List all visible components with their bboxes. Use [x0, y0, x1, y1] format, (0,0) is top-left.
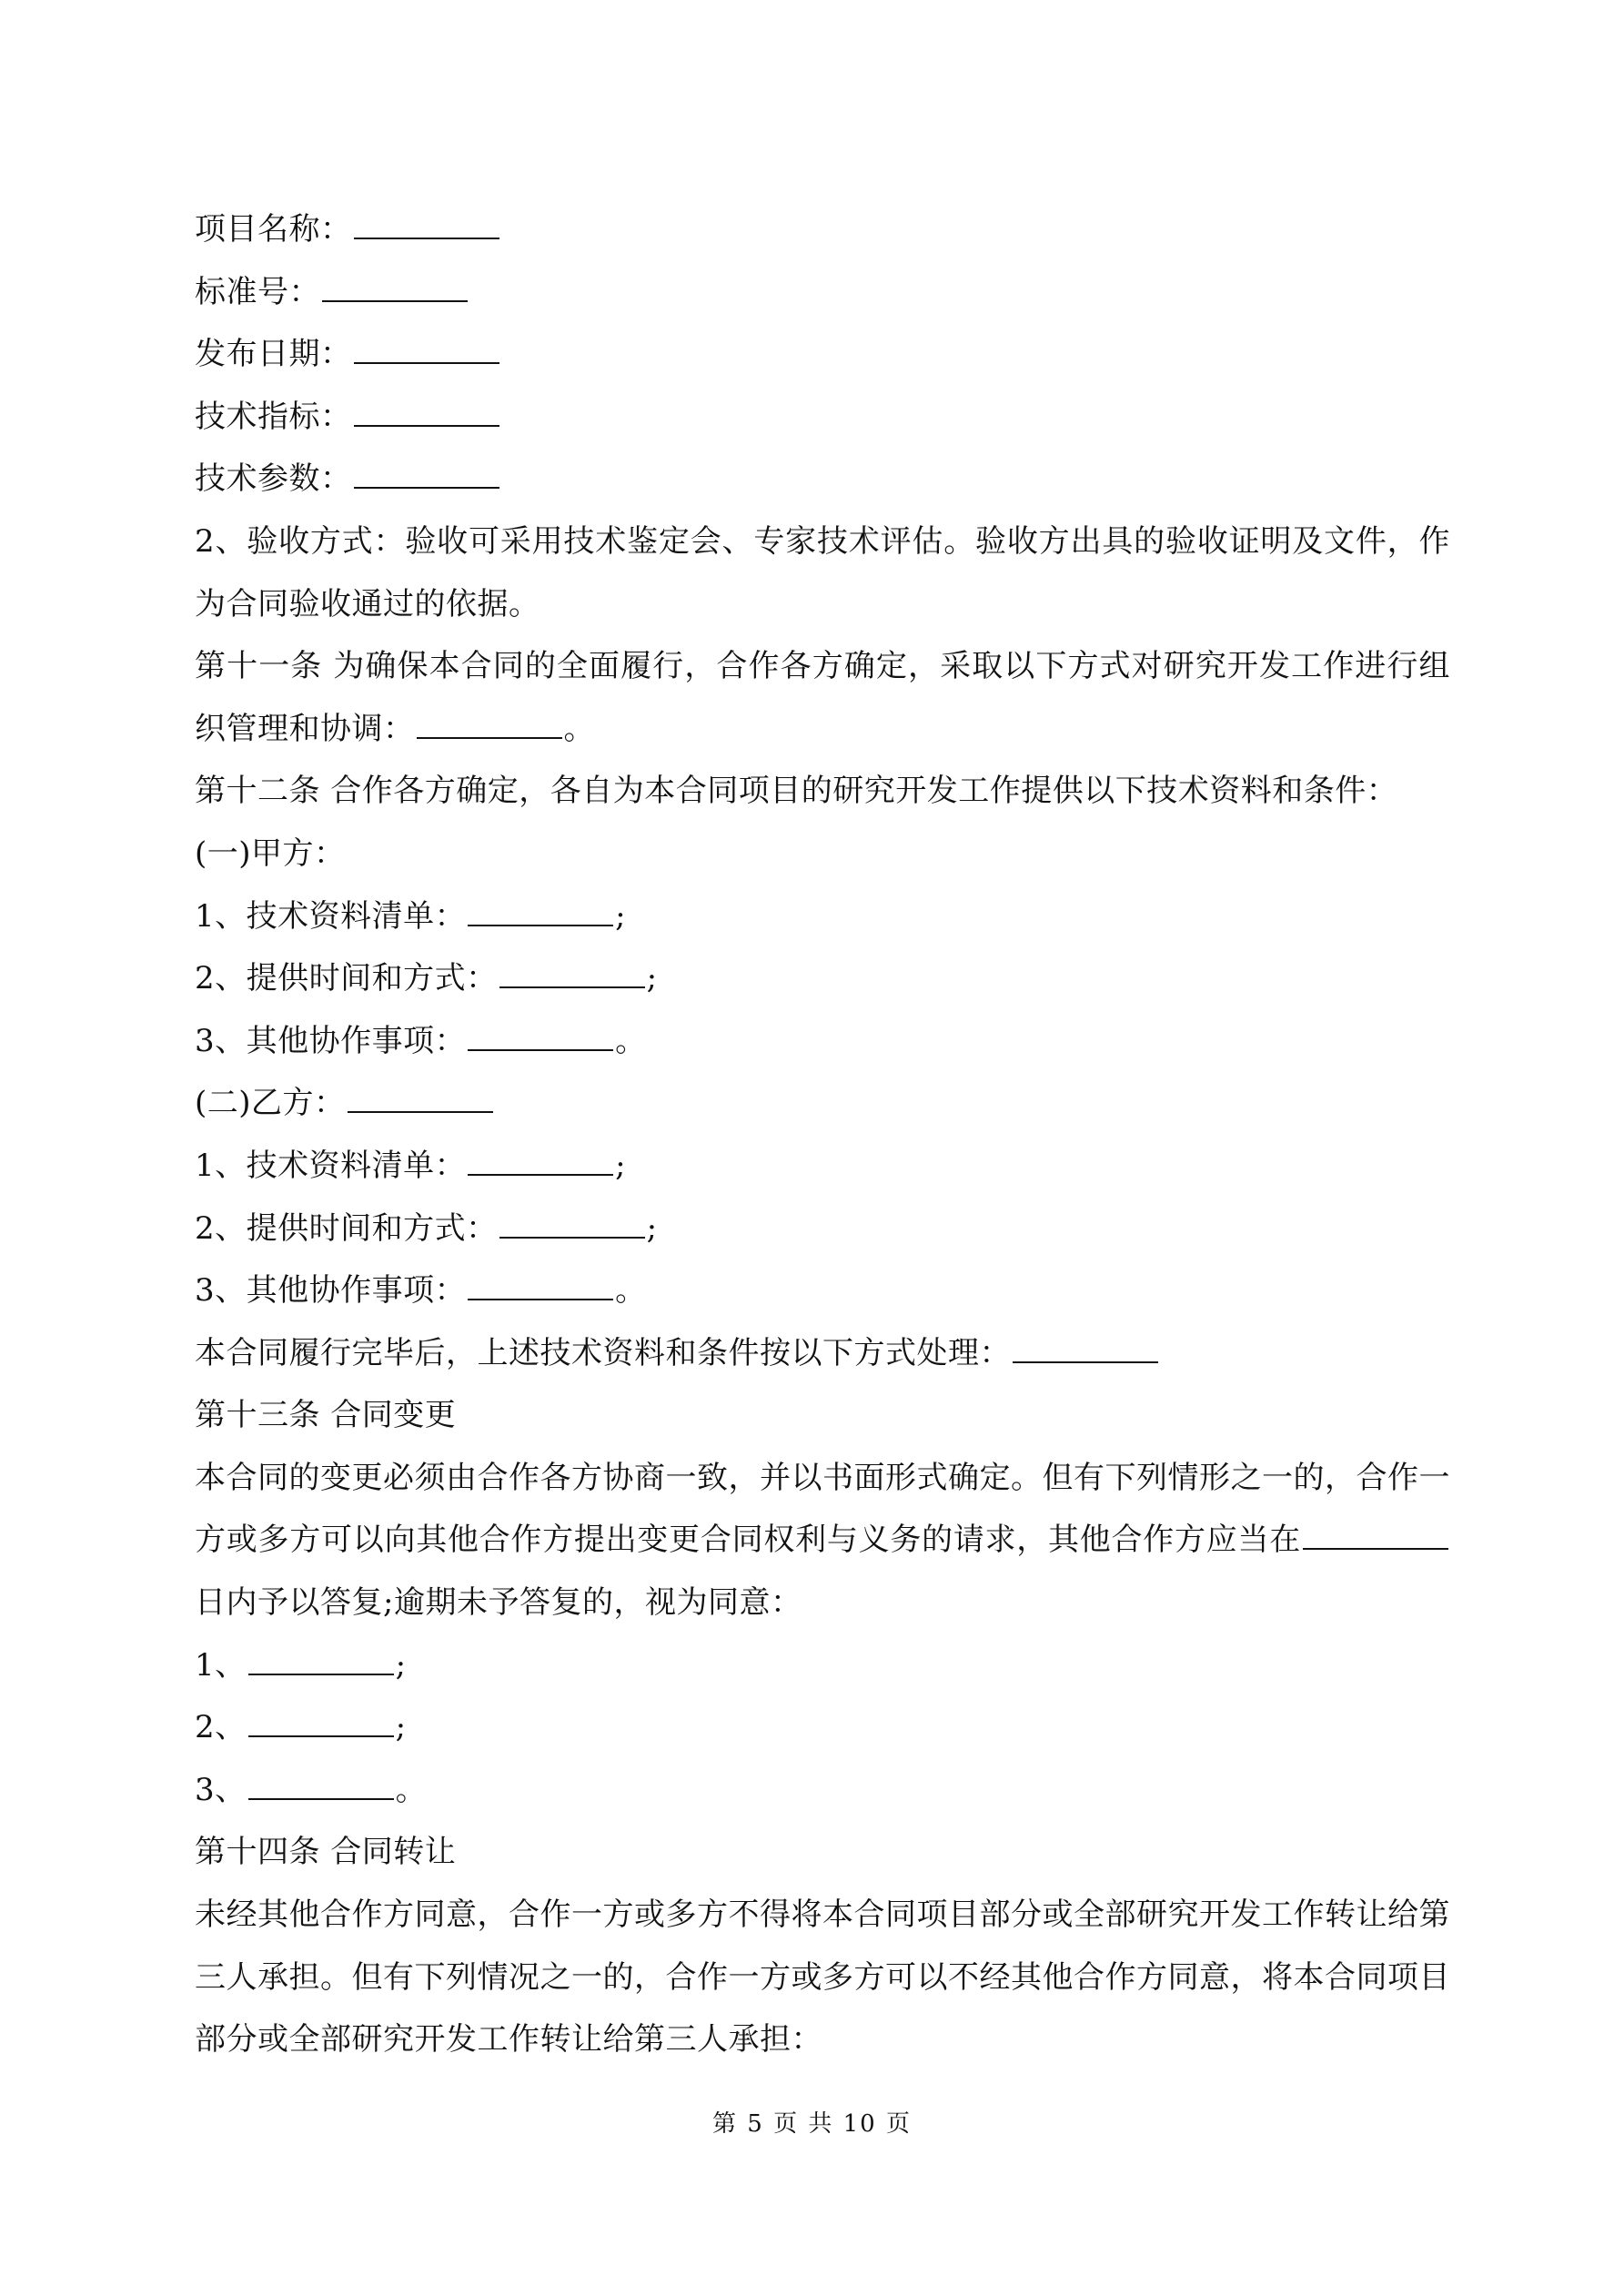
fill-blank	[354, 331, 499, 364]
party-a-item-3: 3、其他协作事项： 。	[195, 1010, 1450, 1073]
footer-suffix: 页	[885, 2110, 912, 2138]
after-completion-line: 本合同履行完毕后，上述技术资料和条件按以下方式处理：	[195, 1322, 1450, 1385]
fill-blank	[248, 1643, 394, 1675]
party-a-item-1: 1、技术资料清单： ;	[195, 885, 1450, 948]
fill-blank	[468, 1018, 613, 1051]
standard-no-line: 标准号：	[195, 261, 1450, 324]
footer-middle: 页 共	[773, 2110, 834, 2138]
party-b-item-3: 3、其他协作事项： 。	[195, 1259, 1450, 1322]
party-b-item-1: 1、技术资料清单： ;	[195, 1135, 1450, 1198]
change-item-1: 1、 ;	[195, 1634, 1450, 1697]
fill-blank	[468, 1143, 613, 1176]
party-a-item-2: 2、提供时间和方式： ;	[195, 947, 1450, 1010]
fill-blank	[348, 1080, 493, 1113]
fill-blank	[468, 1268, 613, 1300]
article-13-title: 第十三条 合同变更	[195, 1397, 457, 1434]
change-item-2: 2、 ;	[195, 1696, 1450, 1759]
fill-blank	[354, 456, 499, 489]
fill-blank	[499, 1206, 645, 1239]
party-b-heading: (二)乙方：	[195, 1072, 1450, 1135]
fill-blank	[417, 706, 562, 739]
acceptance-method-paragraph: 2、验收方式：验收可采用技术鉴定会、专家技术评估。验收方出具的验收证明及文件，作为合同验收通过的依据。	[195, 522, 1450, 622]
party-a-heading: (一)甲方：	[195, 834, 346, 872]
article-11-paragraph: 第十一条 为确保本合同的全面履行，合作各方确定，采取以下方式对研究开发工作进行组织管理和协调： 。	[195, 648, 1450, 747]
footer-page-number: 5	[747, 2110, 764, 2138]
fill-blank	[1013, 1330, 1158, 1363]
document-body	[195, 198, 1450, 2071]
party-b-item-2: 2、提供时间和方式： ;	[195, 1198, 1450, 1260]
footer-total-pages: 10	[842, 2110, 877, 2138]
article-12-heading: 第十二条 合作各方确定，各自为本合同项目的研究开发工作提供以下技术资料和条件：	[195, 773, 1398, 810]
fill-blank	[322, 269, 468, 302]
article-14-title: 第十四条 合同转让	[195, 1834, 457, 1871]
project-name-line: 项目名称：	[195, 198, 1450, 261]
fill-blank	[354, 207, 499, 239]
fill-blank	[499, 956, 645, 988]
tech-indicator-line: 技术指标：	[195, 386, 1450, 449]
fill-blank	[248, 1767, 394, 1800]
fill-blank	[1303, 1517, 1448, 1550]
fill-blank	[354, 394, 499, 427]
article-14-paragraph: 未经其他合作方同意，合作一方或多方不得将本合同项目部分或全部研究开发工作转让给第三人承担。但有下列情况之一的，合作一方或多方可以不经其他合作方同意，将本合同项目部分或全部研究开发工作转让给第三人承担：	[195, 1896, 1450, 2058]
page-footer	[0, 2108, 1624, 2140]
change-item-3: 3、 。	[195, 1759, 1450, 1822]
tech-params-line: 技术参数：	[195, 448, 1450, 511]
release-date-line: 发布日期：	[195, 323, 1450, 386]
fill-blank	[248, 1704, 394, 1737]
footer-prefix: 第	[712, 2110, 739, 2138]
article-13-paragraph: 本合同的变更必须由合作各方协商一致，并以书面形式确定。但有下列情形之一的，合作一方或多方可以向其他合作方提出变更合同权利与义务的请求，其他合作方应当在日内予以答复;逾期未予答复的，视为同意：	[195, 1459, 1450, 1622]
fill-blank	[468, 894, 613, 926]
